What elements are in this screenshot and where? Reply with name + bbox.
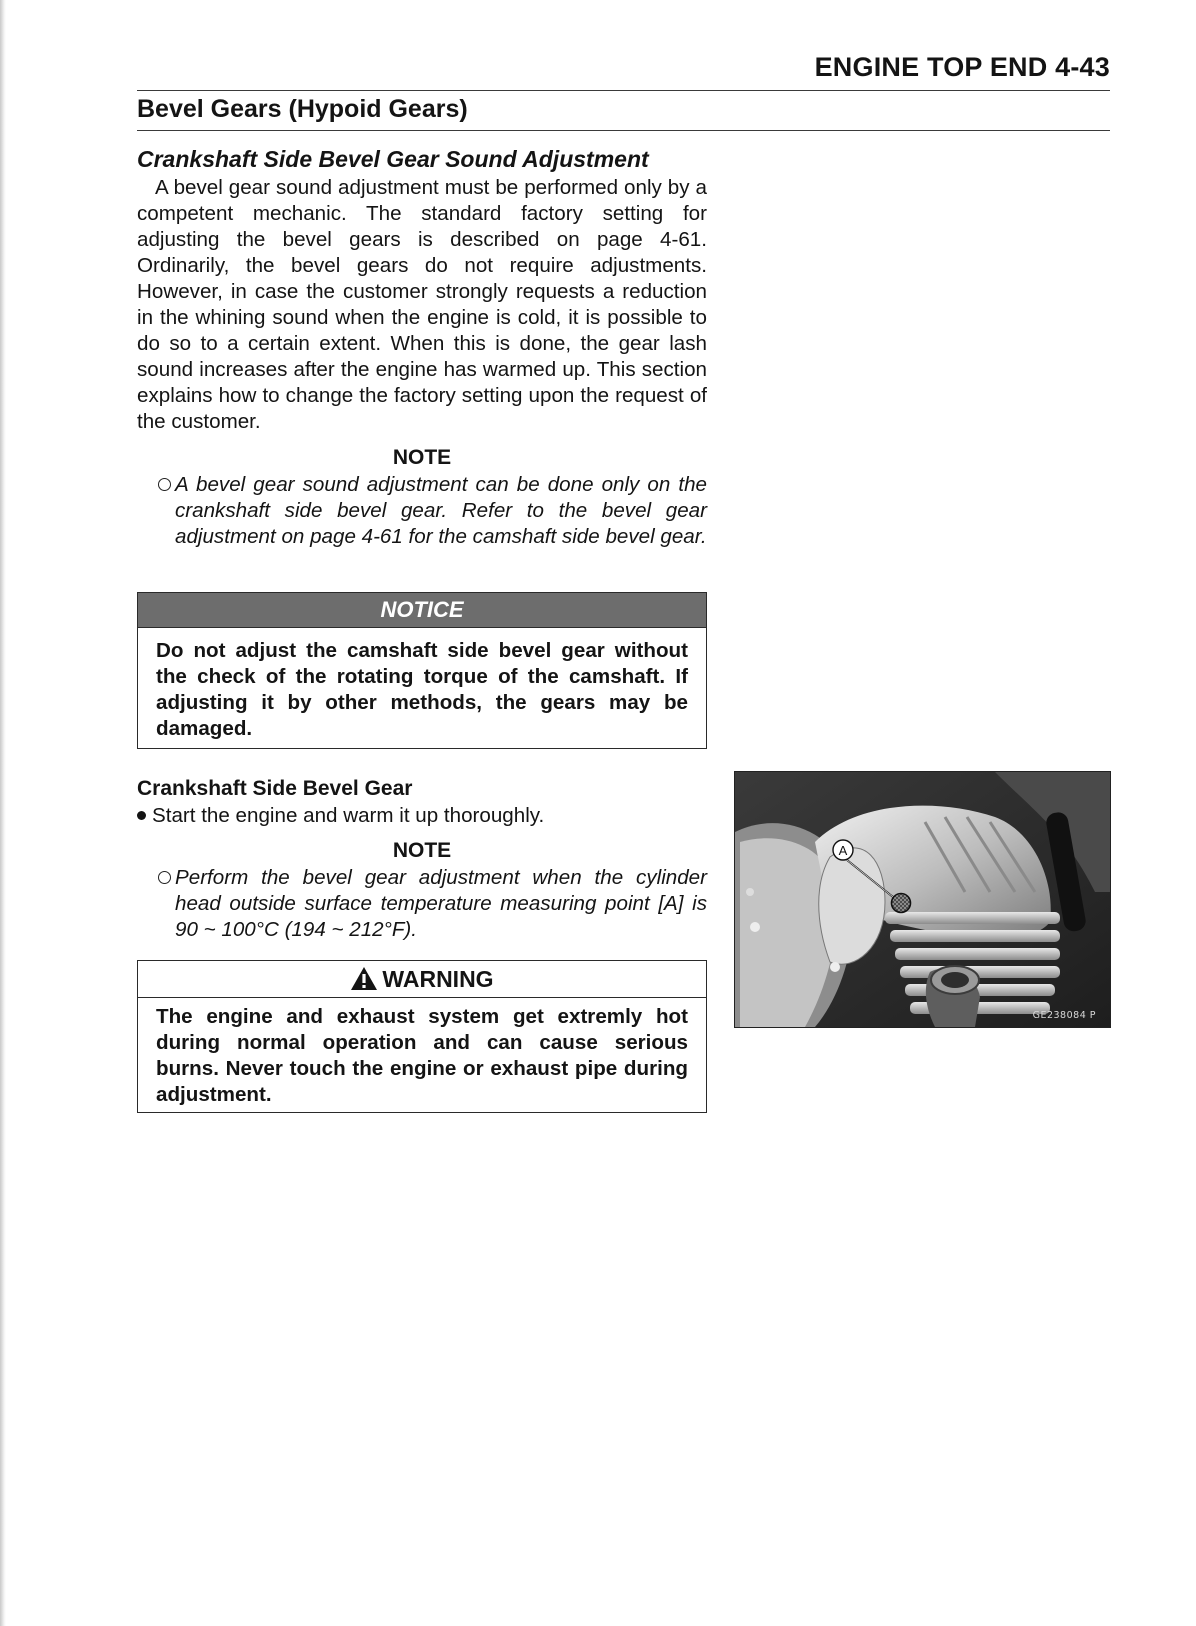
callout-label-a: A [838, 843, 848, 858]
running-header: ENGINE TOP END 4-43 [814, 52, 1110, 82]
section-rule [137, 130, 1110, 131]
figure-id: GE238084 P [1032, 1010, 1096, 1021]
note-heading-2: NOTE [392, 839, 452, 862]
procedure-step [137, 803, 544, 829]
warning-heading-bar [138, 961, 706, 998]
bullet-icon [137, 811, 146, 820]
page-edge-shadow [0, 0, 6, 1626]
warning-heading: WARNING [382, 966, 494, 992]
intro-paragraph: A bevel gear sound adjustment must be performed only by a competent mechanic. The standard factory setting for adjusting the bevel gears is described on page 4-61. Ordinarily, the bevel gears do not require adjustments. However, in case the customer strongly requests a reduction in the whining sound when the engine is cold, it is possible to do so to a certain extent. When this is done, the gear lash sound increases after the engine has warmed up. This section explains how to change the factory setting upon the request of the customer. [137, 176, 707, 433]
warning-triangle-icon [350, 966, 378, 991]
step-text: Start the engine and warm it up thoroughly. [152, 804, 545, 827]
engine-illustration [735, 772, 1110, 1027]
note-text-2: Perform the bevel gear adjustment when the cylinder head outside surface temperature measuring point [A] is 90 ~ 100°C (194 ~ 212°F). [175, 866, 707, 941]
header-rule [137, 90, 1110, 91]
note-heading: NOTE [392, 446, 452, 469]
notice-heading: NOTICE [138, 593, 706, 628]
note-text: A bevel gear sound adjustment can be done only on the crankshaft side bevel gear. Refer to the bevel gear adjustment on page 4-61 for the camshaft side bevel gear. [175, 473, 707, 548]
hollow-circle-icon [158, 478, 171, 491]
note-item-2 [158, 865, 707, 943]
note-item [158, 472, 707, 550]
subsection-title: Crankshaft Side Bevel Gear Sound Adjustment [137, 146, 649, 172]
engine-photo [734, 771, 1111, 1028]
notice-text: Do not adjust the camshaft side bevel gear without the check of the rotating torque of the camshaft. If adjusting it by other methods, the gears may be damaged. [156, 639, 688, 740]
hollow-circle-icon [158, 871, 171, 884]
notice-box [137, 592, 707, 749]
procedure-title: Crankshaft Side Bevel Gear [137, 777, 413, 800]
warning-text: The engine and exhaust system get extremly hot during normal operation and can cause serious burns. Never touch the engine or exhaust pipe during adjustment. [156, 1005, 688, 1106]
section-title: Bevel Gears (Hypoid Gears) [137, 95, 468, 123]
warning-box [137, 960, 707, 1113]
